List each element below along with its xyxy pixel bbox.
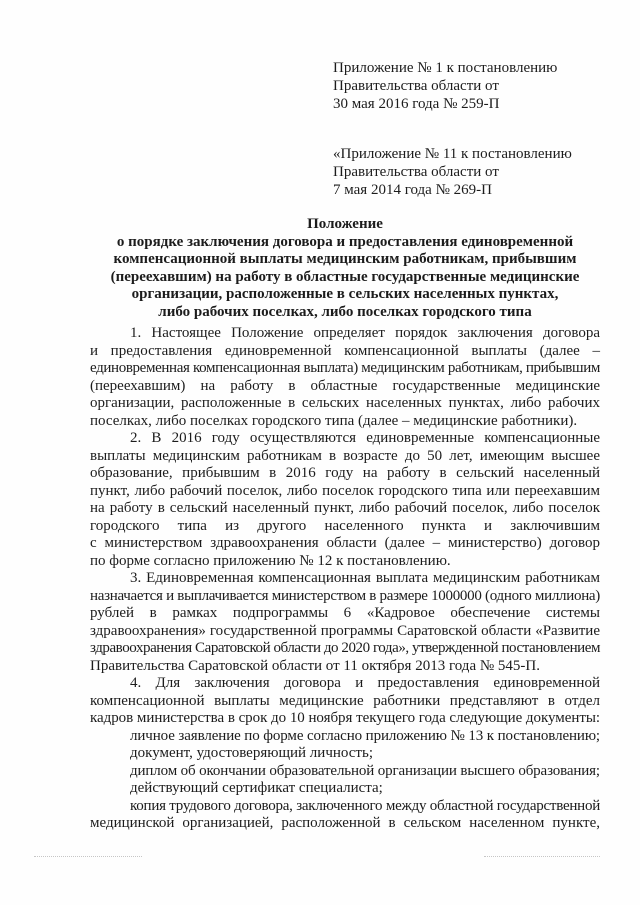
clause-1-line-4: (переехавшим) на работу в областные государственные медицинские — [90, 377, 600, 394]
scan-artifact-left — [34, 856, 142, 857]
clause-3-line-2: назначается и выплачивается министерством в размере 1000000 (одного миллиона) — [90, 587, 600, 604]
title-subtitle-line-2: компенсационной выплаты медицинским работникам, прибывшим — [113, 251, 577, 267]
document-item-employment-contract-line-2: медицинской организацией, расположенной в сельском населенном пункте, — [90, 815, 600, 831]
clause-4-line-3: кадров министерства в срок до 10 ноября текущего года следующие документы: — [90, 710, 601, 726]
title-heading: Положение — [307, 216, 383, 232]
document-item-employment-contract — [90, 798, 600, 833]
title-subtitle-line-5: либо рабочих поселках, либо поселках городского типа — [158, 303, 532, 320]
clause-1-line-1: 1. Настоящее Положение определяет порядок заключения договора — [130, 325, 600, 341]
document-item-certificate — [90, 780, 600, 798]
clause-3 — [90, 570, 600, 675]
amended-appendix-note — [333, 145, 623, 199]
document-item-identity-line: документ, удостоверяющий личность; — [130, 745, 373, 761]
appendix-note-line-3: 30 мая 2016 года № 259-П — [333, 96, 500, 112]
title-subtitle-line-1: о порядке заключения договора и предоставления единовременной — [116, 233, 574, 250]
document-body — [90, 325, 600, 833]
clause-1-line-6: поселках, либо поселках городского типа (далее – медицинские работники). — [90, 412, 578, 429]
document-item-diploma-line: диплом об окончании образовательной организации высшего образования; — [130, 762, 600, 779]
clause-2 — [90, 430, 600, 570]
amended-appendix-note-line-1: «Приложение № 11 к постановлению — [333, 146, 572, 162]
amended-appendix-note-line-2: Правительства области от — [333, 164, 499, 180]
clause-1-line-2: и предоставления единовременной компенсационной выплаты (далее – — [90, 342, 600, 359]
appendix-note — [333, 59, 623, 113]
appendix-note-line-1: Приложение № 1 к постановлению — [333, 60, 558, 76]
amended-appendix-note-line-3: 7 мая 2014 года № 269-П — [333, 182, 492, 198]
clause-1 — [90, 325, 600, 430]
clause-4-line-2: компенсационной выплаты медицинские работники представляют в отдел — [90, 692, 600, 709]
title-subtitle-line-3: (переехавшим) на работу в областные государственные медицинские — [110, 268, 580, 285]
document-title — [90, 216, 600, 321]
clause-2-line-3: образование, прибывшим в 2016 году на работу в сельский населенный — [90, 465, 600, 481]
document-item-identity — [90, 745, 600, 763]
clause-3-line-5: здравоохранения Саратовской области до 2020 года», утвержденной постановлением — [90, 640, 601, 656]
clause-2-line-4: пункт, либо рабочий поселок, либо поселок городского типа или переехавшим — [90, 482, 600, 499]
title-subtitle-line-4: организации, расположенные в сельских населенных пунктах, — [131, 286, 559, 302]
clause-4-line-1: 4. Для заключения договора и предоставления единовременной — [130, 675, 600, 691]
clause-3-line-4: здравоохранения» государственной программы Саратовской области «Развитие — [90, 622, 600, 639]
clause-2-line-1: 2. В 2016 году осуществляются единовременные компенсационные — [130, 430, 600, 446]
document-item-application-line: личное заявление по форме согласно приложению № 13 к постановлению; — [130, 727, 600, 744]
clause-1-line-3: единовременная компенсационная выплата) медицинским работникам, прибывшим — [90, 360, 601, 376]
document-item-application — [90, 728, 600, 746]
appendix-note-line-2: Правительства области от — [333, 78, 499, 94]
clause-3-line-6: Правительства Саратовской области от 11 октября 2013 года № 545-П. — [90, 657, 540, 674]
clause-1-line-5: организации, расположенные в сельских населенных пунктах, либо рабочих — [90, 395, 600, 411]
clause-2-line-8: по форме согласно приложению № 12 к постановлению. — [90, 552, 451, 569]
clause-2-line-2: выплаты медицинским работникам в возрасте до 50 лет, имеющим высшее — [90, 447, 600, 464]
clause-3-line-3: рублей в рамках подпрограммы 6 «Кадровое обеспечение системы — [90, 605, 600, 621]
scan-artifact-right — [484, 856, 600, 857]
clause-2-line-6: городского типа из другого населенного пункта и заключившим — [90, 517, 600, 534]
clause-4 — [90, 675, 600, 728]
clause-2-line-7: с министерством здравоохранения области (далее – министерство) договор — [90, 535, 600, 551]
document-item-certificate-line: действующий сертификат специалиста; — [130, 780, 383, 796]
clause-2-line-5: на работу в сельский населенный пункт, либо рабочий поселок, либо поселок — [90, 500, 601, 516]
document-item-employment-contract-line-1: копия трудового договора, заключенного между областной государственной — [130, 797, 600, 814]
clause-3-line-1: 3. Единовременная компенсационная выплата медицинским работникам — [130, 570, 600, 586]
document-item-diploma — [90, 763, 600, 781]
